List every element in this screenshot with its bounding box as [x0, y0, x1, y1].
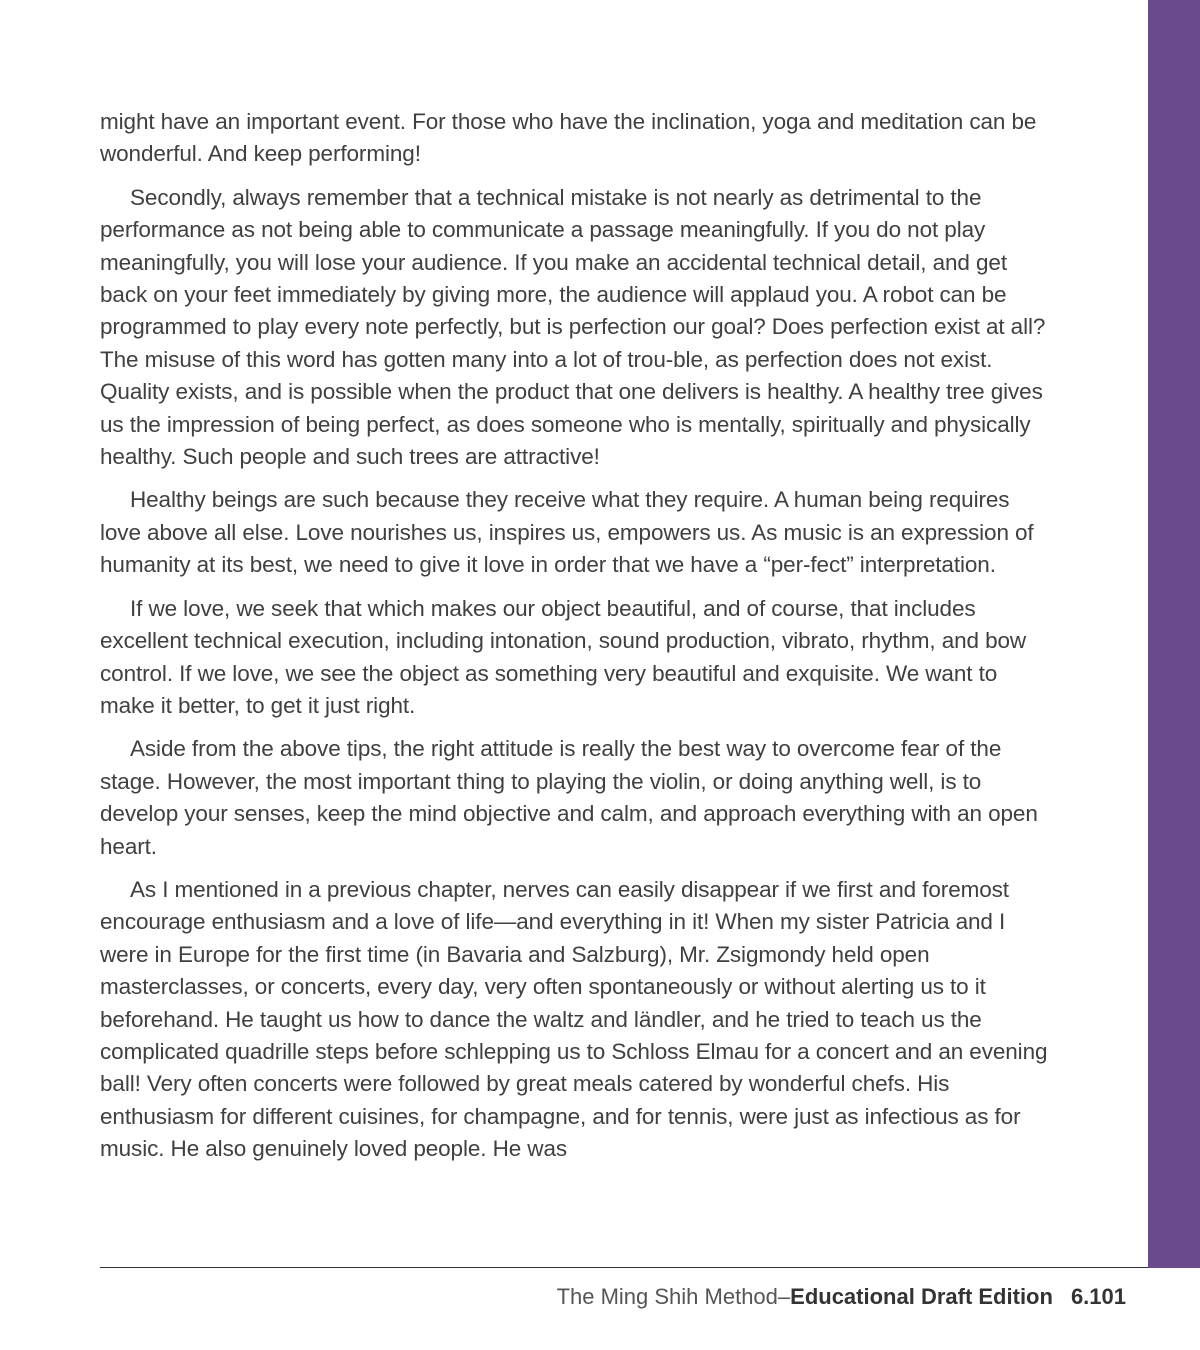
footer-divider — [100, 1267, 1148, 1268]
paragraph-3: Healthy beings are such because they receive what they require. A human being requires love above all else. Love nourishes us, inspires us, empowers us. As music is an expression of humanity at its best, we need to give it love in order that we have a “per-fect” interpretation. — [100, 487, 1034, 578]
paragraph-4: If we love, we seek that which makes our object beautiful, and of course, that includes excellent technical execution, including intonation, sound production, vibrato, rhythm, and bow control. If we love, we see the object as something very beautiful and exquisite. We want to make it better, to get it just right. — [100, 595, 1027, 718]
chapter-side-bar — [1148, 0, 1200, 1268]
page-number: 6.101 — [1070, 1284, 1126, 1309]
paragraph-5: Aside from the above tips, the right attitude is really the best way to overcome fear of the stage. However, the most important thing to playing the violin, or doing anything well, is to develop your senses, keep the mind objective and calm, and approach everything with an open heart. — [100, 736, 1038, 859]
footer-edition: Educational Draft Edition — [790, 1284, 1053, 1309]
paragraph-6: As I mentioned in a previous chapter, nerves can easily disappear if we first and foremost encourage enthusiasm and a love of life—and everything in it! When my sister Patricia and I were in Europe for the first time (in Bavaria and Salzburg), Mr. Zsigmondy held open masterclasses, or concerts, every day, very often spontaneously or without alerting us to it beforehand. He taught us how to dance the waltz and ländler, and he tried to teach us the complicated quadrille steps before schlepping us to Schloss Elmau for a concert and an evening ball! Very often concerts were followed by great meals catered by wonderful chefs. His enthusiasm for different cuisines, for champagne, and for tennis, were just as infectious as for music. He also genuinely loved people. He was — [100, 876, 1048, 1162]
paragraph-1: might have an important event. For those who have the inclination, yoga and meditation can be wonderful. And keep performing! — [100, 109, 1037, 167]
paragraph-2: Secondly, always remember that a technical mistake is not nearly as detrimental to the performance as not being able to communicate a passage meaningfully. If you do not play meaningfully, you will lose your audience. If you make an accidental technical detail, and get back on your feet immediately by giving more, the audience will applaud you. A robot can be programmed to play every note perfectly, but is perfection our goal? Does perfection exist at all? The misuse of this word has gotten many into a lot of trou-ble, as perfection does not exist. Quality exists, and is possible when the product that one delivers is healthy. A healthy tree gives us the impression of being perfect, as does someone who is mentally, spiritually and physically healthy. Such people and such trees are attractive! — [100, 184, 1046, 470]
footer-book-title: The Ming Shih Method– — [556, 1284, 791, 1309]
body-text — [100, 106, 1052, 1177]
page-footer — [557, 1282, 1126, 1312]
